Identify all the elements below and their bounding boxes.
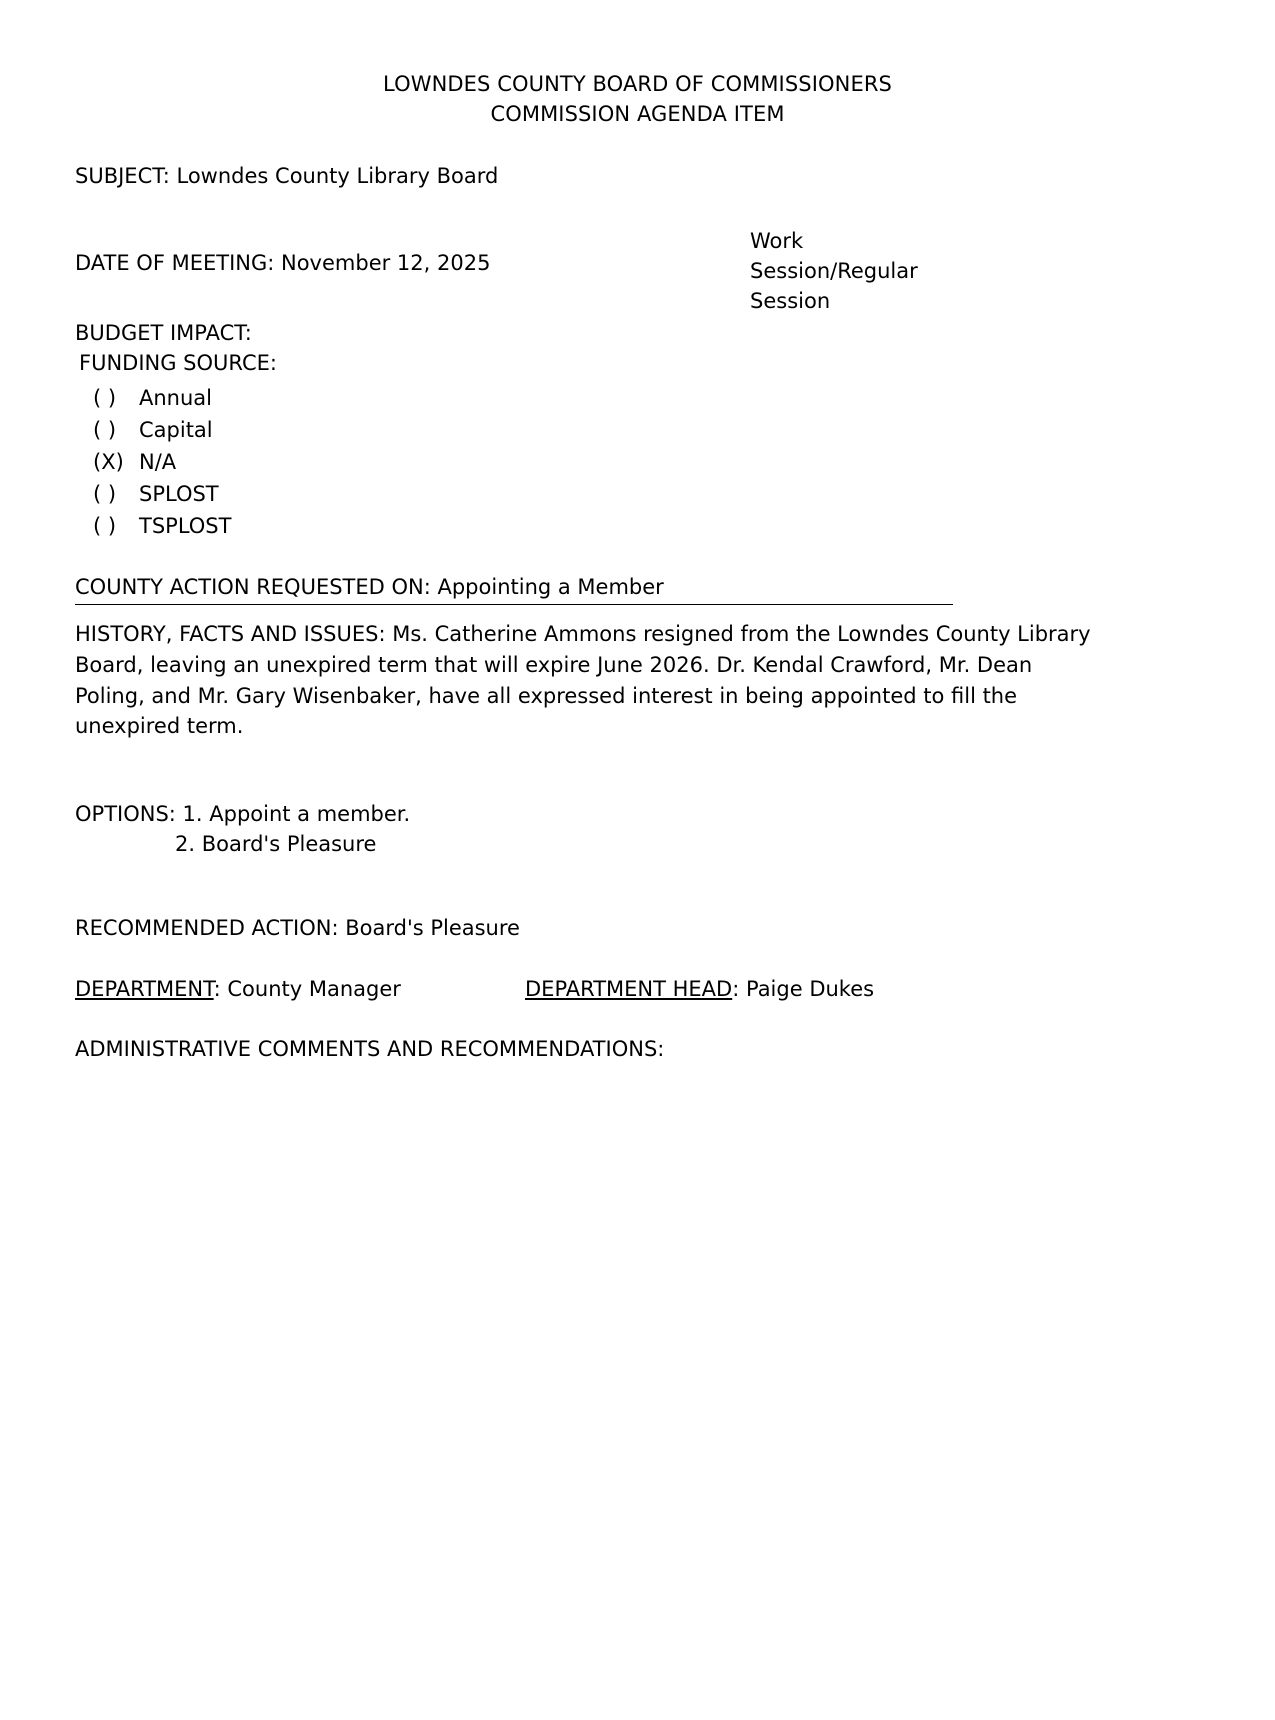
budget-block [75,319,1200,542]
administrative-comments: ADMINISTRATIVE COMMENTS AND RECOMMENDATIONS: [75,1037,665,1062]
meeting-date-line: DATE OF MEETING: November 12, 2025 [75,251,491,276]
department-head-label: DEPARTMENT HEAD [525,977,733,1002]
checkbox-annual[interactable]: ( ) [93,386,117,411]
department-field [75,975,401,1005]
checkbox-tsplost[interactable]: ( ) [93,513,117,538]
funding-source-label: FUNDING SOURCE: [79,351,277,376]
funding-option-annual[interactable] [93,383,1200,415]
funding-option-tsplost[interactable] [93,511,1200,543]
checkbox-splost[interactable]: ( ) [93,481,117,506]
funding-source-options [75,383,1200,543]
funding-option-label: Capital [139,417,213,442]
history-facts-issues: HISTORY, FACTS AND ISSUES: Ms. Catherine Ammons resigned from the Lowndes County Library Board, leaving an unexpired term that will expire June 2026. Dr. Kendal Crawford, Mr. Dean Poling, and Mr. Gary Wisenbaker, have all expressed interest in being appointed to fill the unexpired term. [75,622,1091,739]
recommended-action: RECOMMENDED ACTION: Board's Pleasure [75,915,520,940]
budget-impact-label: BUDGET IMPACT: [75,321,252,346]
session-type [750,227,970,316]
county-action-requested: COUNTY ACTION REQUESTED ON: Appointing a Member [75,573,953,606]
session-line-1: Work [750,229,804,254]
meeting-block [75,227,1200,319]
department-head-field [525,975,874,1005]
options-line-1: OPTIONS: 1. Appoint a member. [75,802,411,827]
document-body [75,162,1200,1066]
department-row [75,975,1200,1003]
header-line-2: COMMISSION AGENDA ITEM [490,101,785,126]
options-line-2: 2. Board's Pleasure [175,831,377,856]
department-head-value: : Paige Dukes [732,977,875,1002]
funding-option-label: N/A [139,449,177,474]
document-header [0,70,1275,130]
session-line-3: Session [750,289,831,314]
department-value: : County Manager [213,977,401,1002]
funding-option-na[interactable] [93,447,1200,479]
checkbox-na[interactable]: (X) [93,449,124,474]
funding-option-capital[interactable] [93,415,1200,447]
checkbox-capital[interactable]: ( ) [93,417,117,442]
document-page [0,70,1275,1720]
session-line-2: Session/Regular [750,259,918,284]
funding-option-label: TSPLOST [139,513,232,538]
header-line-1: LOWNDES COUNTY BOARD OF COMMISSIONERS [383,72,892,96]
funding-option-label: SPLOST [139,481,219,506]
subject-line: SUBJECT: Lowndes County Library Board [75,163,499,188]
funding-option-label: Annual [139,386,212,411]
options-section [75,800,1200,860]
department-label: DEPARTMENT [75,977,214,1002]
funding-option-splost[interactable] [93,479,1200,511]
